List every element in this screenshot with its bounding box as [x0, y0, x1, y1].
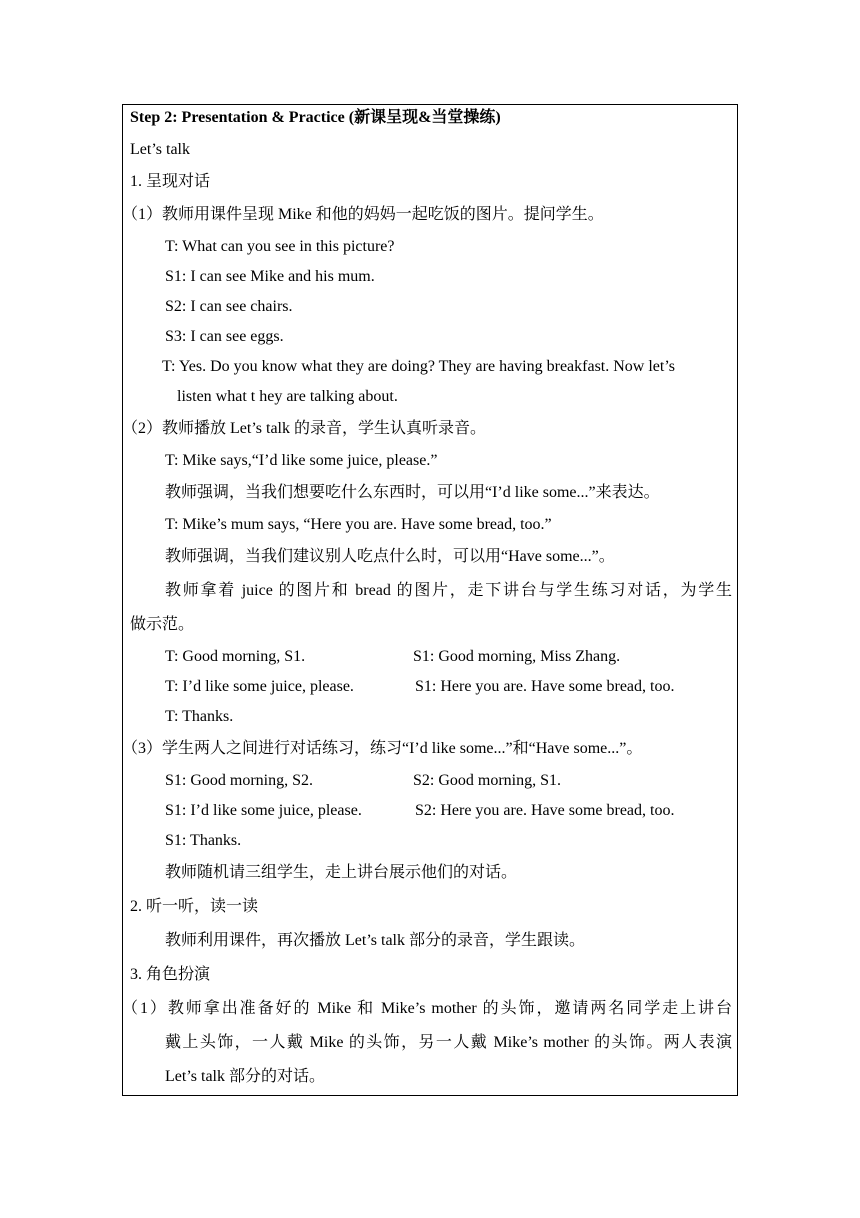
- paragraph-4: 戴上头饰，一人戴 Mike 的头饰，另一人戴 Mike’s mother 的头饰。两人表演: [165, 1034, 732, 1051]
- teacher-note: 教师强调，当我们建议别人吃点什么时，可以用“Have some...”。: [165, 548, 615, 565]
- dialogue-line: T: Yes. Do you know what they are doing? They are having breakfast. Now let’s: [162, 358, 676, 375]
- dialogue-line: T: I’d like some juice, please.: [165, 678, 354, 695]
- section-3-title: 3. 角色扮演: [130, 966, 211, 983]
- dialogue-line: T: Thanks.: [165, 708, 234, 725]
- section-1-title: 1. 呈现对话: [130, 173, 211, 190]
- step-heading: Step 2: Presentation & Practice (新课呈现&当堂操练): [130, 109, 501, 126]
- paragraph-2: （2）教师播放 Let’s talk 的录音，学生认真听录音。: [122, 420, 486, 437]
- dialogue-line: listen what t hey are talking about.: [177, 388, 398, 405]
- teacher-note: 教师随机请三组学生，走上讲台展示他们的对话。: [165, 864, 518, 881]
- dialogue-line: S2: I can see chairs.: [165, 298, 293, 315]
- dialogue-line: S2: Here you are. Have some bread, too.: [415, 802, 675, 819]
- paragraph-4: （1）教师拿出准备好的 Mike 和 Mike’s mother 的头饰，邀请两名同学走上讲台: [122, 1000, 732, 1017]
- dialogue-line: S1: Here you are. Have some bread, too.: [415, 678, 675, 695]
- teacher-note: 教师强调，当我们想要吃什么东西时，可以用“I’d like some...”来表达。: [165, 484, 660, 501]
- teacher-note: 做示范。: [130, 616, 195, 633]
- dialogue-line: S1: I’d like some juice, please.: [165, 802, 362, 819]
- dialogue-line: S1: Thanks.: [165, 832, 242, 849]
- dialogue-line: T: Good morning, S1.: [165, 648, 306, 665]
- teacher-note: 教师利用课件，再次播放 Let’s talk 部分的录音，学生跟读。: [165, 932, 585, 949]
- paragraph-1: （1）教师用课件呈现 Mike 和他的妈妈一起吃饭的图片。提问学生。: [122, 206, 604, 223]
- dialogue-line: S1: I can see Mike and his mum.: [165, 268, 375, 285]
- dialogue-line: T: Mike says,“I’d like some juice, please.”: [165, 452, 438, 469]
- teacher-note: 教师拿着 juice 的图片和 bread 的图片，走下讲台与学生练习对话，为学生: [165, 582, 732, 599]
- paragraph-3: （3）学生两人之间进行对话练习，练习“I’d like some...”和“Have some...”。: [122, 740, 643, 757]
- dialogue-line: S2: Good morning, S1.: [413, 772, 562, 789]
- paragraph-4: Let’s talk 部分的对话。: [165, 1068, 325, 1085]
- dialogue-line: T: Mike’s mum says, “Here you are. Have some bread, too.”: [165, 516, 552, 533]
- dialogue-line: S1: Good morning, Miss Zhang.: [413, 648, 621, 665]
- dialogue-line: S1: Good morning, S2.: [165, 772, 314, 789]
- dialogue-line: T: What can you see in this picture?: [165, 238, 395, 255]
- lets-talk-label: Let’s talk: [130, 141, 190, 158]
- section-2-title: 2. 听一听，读一读: [130, 898, 259, 915]
- dialogue-line: S3: I can see eggs.: [165, 328, 284, 345]
